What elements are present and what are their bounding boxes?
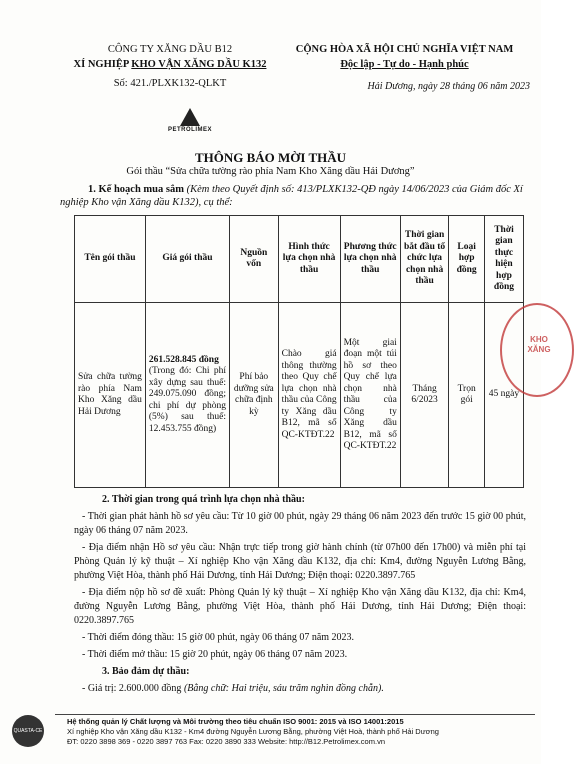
document-body [74,491,526,699]
section-1-heading: 1. Kế hoạch mua sắm [88,184,184,195]
footer-address-line: Xí nghiệp Kho vận Xăng dầu K132 - Km4 đường Nguyễn Lương Bằng, phường Việt Hoà, thành phố Hải Dương [67,727,439,736]
col-header-package: Tên gói thầu [75,216,146,303]
petrolimex-logo-icon [180,108,200,126]
stamp-text: KHO XĂNG [527,335,551,354]
section-1-note: (Kèm theo Quyết định số: 413/PLXK132-QĐ ngày 14/06/2023 của Giám đốc Xí nghiệp Kho vận Xăng dầu K132), cụ thể: [60,184,523,208]
official-stamp [500,303,574,397]
section-2-item: - Địa điểm nhận Hồ sơ yêu cầu: Nhận trực tiếp trong giờ hành chính (từ 07h00 đến 17h00) và miễn phí tại Phòng Quản lý kỹ thuật – Xí nghiệp Kho vận Xăng dầu K132, địa chỉ: Km4, đường Nguyễn Lương Bằng, phường Việt Hòa, thành phố Hải Dương, tỉnh Hải Dương; Điện thoại: 0220.3897.765 [74,542,526,581]
cell-start: Tháng 6/2023 [400,303,449,488]
header-right [282,42,527,72]
procurement-table [74,215,524,488]
price-total: 261.528.845 đồng [148,354,219,365]
cell-procedure: Một giai đoạn một túi hồ sơ theo Quy chế lựa chọn nhà thầu của Công ty Xăng dầu B12, mã số QC-KTĐT.22 [340,303,400,488]
cell-duration: 45 ngày [484,303,523,488]
section-3-item: - Giá trị: 2.600.000 đồng (Bằng chữ: Hai triệu, sáu trăm nghìn đồng chẵn). [82,683,384,694]
footer-contact-line: ĐT: 0220 3898 369 - 0220 3897 763 Fax: 0220 3890 333 Website: http://B12.Petrolimex.com.vn [67,737,385,746]
national-motto: Độc lập - Tự do - Hạnh phúc [340,59,469,70]
cell-source: Phí bảo dưỡng sửa chữa định kỳ [230,303,279,488]
col-header-duration: Thời gian thực hiện hợp đồng [484,216,523,303]
cell-package-name: Sửa chữa tường rào phía Nam Kho Xăng dầu Hải Dương [75,303,146,488]
page-footer [55,714,535,747]
table-row [75,303,524,488]
company-name: CÔNG TY XĂNG DẦU B12 [107,44,233,55]
section-2-item: - Địa điểm nộp hồ sơ đề xuất: Phòng Quản lý kỹ thuật – Xí nghiệp Kho vận Xăng dầu K132, địa chỉ: Km4, đường Nguyễn Lương Bằng, phường Việt Hòa, thành phố Hải Dương, tỉnh Hải Dương; Điện thoại: 0220.3897.765 [74,587,526,626]
section-2-item: - Thời điểm đóng thầu: 15 giờ 00 phút, ngày 06 tháng 07 năm 2023. [82,632,355,643]
section-1 [60,183,530,209]
quasta-badge-icon: QUASTA-CE [12,715,44,747]
col-header-source: Nguồn vốn [230,216,279,303]
col-header-contract: Loại hợp đồng [449,216,485,303]
col-header-procedure: Phương thức lựa chọn nhà thầu [340,216,400,303]
enterprise-name: XÍ NGHIỆP KHO VẬN XĂNG DẦU K132 [73,59,267,70]
header-left [55,42,285,91]
footer-iso-line: Hệ thống quản lý Chất lượng và Môi trường theo tiêu chuẩn ISO 9001: 2015 và ISO 14001:2015 [67,717,404,726]
section-2-heading: 2. Thời gian trong quá trình lựa chọn nhà thầu: [102,494,305,505]
section-2-item: - Thời gian phát hành hồ sơ yêu cầu: Từ 10 giờ 00 phút, ngày 29 tháng 06 năm 2023 đến trước 15 giờ 00 phút, ngày 06 tháng 07 năm 2023. [74,511,526,536]
section-3-heading: 3. Bảo đảm dự thầu: [102,666,190,677]
nation-name: CỘNG HÒA XÃ HỘI CHỦ NGHĨA VIỆT NAM [295,44,514,55]
section-2-item: - Thời điểm mở thầu: 15 giờ 20 phút, ngày 06 tháng 07 năm 2023. [82,649,348,660]
logo-text: PETROLIMEX [167,127,212,133]
price-detail: (Trong đó: Chi phí xây dựng sau thuế: 249.075.090 đồng; chi phí dự phòng (5%) sau thuế: 12.453.755 đồng) [148,366,227,434]
page-title: THÔNG BÁO MỜI THẦU [194,150,347,165]
document-number: Số: 421./PLXK132-QLKT [113,78,227,89]
table-header-row [75,216,524,303]
page-subtitle: Gói thầu “Sửa chữa tường rào phía Nam Kho Xăng dầu Hải Dương” [126,166,415,177]
petrolimex-logo [150,108,230,133]
col-header-price: Giá gói thầu [145,216,229,303]
cell-contract: Trọn gói [449,303,485,488]
col-header-start: Thời gian bắt đầu tổ chức lựa chọn nhà thầu [400,216,449,303]
document-date: Hải Dương, ngày 28 tháng 06 năm 2023 [367,81,530,92]
cell-price [145,303,229,488]
cell-method: Chào giá thông thường theo Quy chế lựa chọn nhà thầu của Công ty Xăng dầu B12, mã số QC-KTĐT.22 [278,303,340,488]
col-header-method: Hình thức lựa chọn nhà thầu [278,216,340,303]
